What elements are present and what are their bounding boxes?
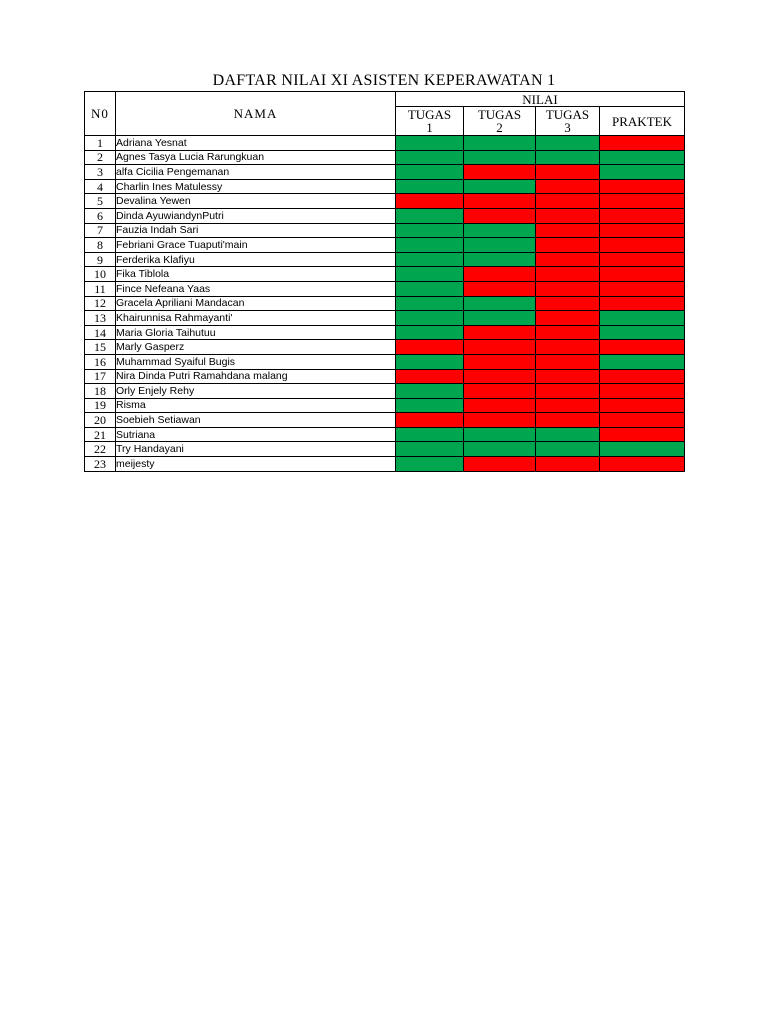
student-name: meijesty	[116, 457, 396, 472]
praktek-cell	[600, 457, 685, 472]
student-name: Sutriana	[116, 427, 396, 442]
student-name: Adriana Yesnat	[116, 136, 396, 151]
table-row	[85, 179, 685, 194]
table-row	[85, 136, 685, 151]
tugas-2-cell	[464, 252, 536, 267]
row-number: 17	[85, 369, 116, 384]
praktek-cell	[600, 340, 685, 355]
student-name: Gracela Apriliani Mandacan	[116, 296, 396, 311]
tugas-2-cell	[464, 208, 536, 223]
tugas-3-cell	[536, 136, 600, 151]
student-name: Risma	[116, 398, 396, 413]
row-number: 12	[85, 296, 116, 311]
tugas-2-cell	[464, 165, 536, 180]
praktek-cell	[600, 311, 685, 326]
row-number: 2	[85, 150, 116, 165]
praktek-cell	[600, 136, 685, 151]
praktek-cell	[600, 150, 685, 165]
header-tugas-3-label: TUGAS	[545, 107, 590, 122]
row-number: 3	[85, 165, 116, 180]
header-tugas-2-number: 2	[496, 120, 503, 135]
tugas-3-cell	[536, 208, 600, 223]
student-name: Fince Nefeana Yaas	[116, 281, 396, 296]
praktek-cell	[600, 267, 685, 282]
tugas-1-cell	[396, 413, 464, 428]
praktek-cell	[600, 194, 685, 209]
page-title: DAFTAR NILAI XI ASISTEN KEPERAWATAN 1	[212, 72, 556, 89]
table-row	[85, 457, 685, 472]
row-number: 22	[85, 442, 116, 457]
tugas-1-cell	[396, 442, 464, 457]
tugas-2-cell	[464, 296, 536, 311]
praktek-cell	[600, 413, 685, 428]
table-row	[85, 267, 685, 282]
tugas-3-cell	[536, 325, 600, 340]
tugas-1-cell	[396, 252, 464, 267]
tugas-3-cell	[536, 398, 600, 413]
student-name: Muhammad Syaiful Bugis	[116, 354, 396, 369]
tugas-1-cell	[396, 311, 464, 326]
header-tugas-2-label: TUGAS	[477, 107, 522, 122]
tugas-2-cell	[464, 354, 536, 369]
student-name: Devalina Yewen	[116, 194, 396, 209]
header-tugas-3	[536, 107, 600, 136]
row-number: 19	[85, 398, 116, 413]
header-nilai: NILAI	[396, 92, 685, 107]
row-number: 16	[85, 354, 116, 369]
student-name: Try Handayani	[116, 442, 396, 457]
table-row	[85, 340, 685, 355]
header-no: N0	[85, 92, 116, 136]
praktek-cell	[600, 281, 685, 296]
tugas-3-cell	[536, 252, 600, 267]
tugas-3-cell	[536, 267, 600, 282]
student-name: Marly Gasperz	[116, 340, 396, 355]
row-number: 9	[85, 252, 116, 267]
tugas-2-cell	[464, 136, 536, 151]
row-number: 20	[85, 413, 116, 428]
tugas-2-cell	[464, 398, 536, 413]
student-name: Soebieh Setiawan	[116, 413, 396, 428]
tugas-1-cell	[396, 267, 464, 282]
tugas-2-cell	[464, 457, 536, 472]
student-name: Ferderika Klafiyu	[116, 252, 396, 267]
tugas-3-cell	[536, 354, 600, 369]
tugas-1-cell	[396, 354, 464, 369]
row-number: 4	[85, 179, 116, 194]
row-number: 7	[85, 223, 116, 238]
header-tugas-2	[464, 107, 536, 136]
tugas-1-cell	[396, 238, 464, 253]
tugas-2-cell	[464, 311, 536, 326]
tugas-2-cell	[464, 281, 536, 296]
tugas-2-cell	[464, 384, 536, 399]
table-row	[85, 398, 685, 413]
row-number: 13	[85, 311, 116, 326]
student-name: Agnes Tasya Lucia Rarungkuan	[116, 150, 396, 165]
table-row	[85, 354, 685, 369]
tugas-2-cell	[464, 325, 536, 340]
tugas-3-cell	[536, 179, 600, 194]
row-number: 23	[85, 457, 116, 472]
praktek-cell	[600, 384, 685, 399]
tugas-1-cell	[396, 384, 464, 399]
tugas-1-cell	[396, 208, 464, 223]
table-row	[85, 325, 685, 340]
tugas-1-cell	[396, 398, 464, 413]
table-row	[85, 150, 685, 165]
tugas-1-cell	[396, 325, 464, 340]
praktek-cell	[600, 208, 685, 223]
header-tugas-3-number: 3	[564, 120, 571, 135]
praktek-cell	[600, 427, 685, 442]
tugas-1-cell	[396, 194, 464, 209]
tugas-3-cell	[536, 369, 600, 384]
tugas-1-cell	[396, 150, 464, 165]
row-number: 8	[85, 238, 116, 253]
tugas-3-cell	[536, 340, 600, 355]
student-name: alfa Cicilia Pengemanan	[116, 165, 396, 180]
header-nama: NAMA	[116, 92, 396, 136]
table-row	[85, 238, 685, 253]
tugas-3-cell	[536, 457, 600, 472]
table-row	[85, 296, 685, 311]
student-name: Febriani Grace Tuaputi'main	[116, 238, 396, 253]
grades-table	[84, 91, 685, 472]
praktek-cell	[600, 252, 685, 267]
student-name: Dinda AyuwiandynPutri	[116, 208, 396, 223]
tugas-3-cell	[536, 427, 600, 442]
tugas-1-cell	[396, 223, 464, 238]
table-row	[85, 223, 685, 238]
table-row	[85, 281, 685, 296]
table-row	[85, 442, 685, 457]
student-rows	[85, 136, 685, 472]
tugas-2-cell	[464, 413, 536, 428]
tugas-2-cell	[464, 223, 536, 238]
table-row	[85, 413, 685, 428]
praktek-cell	[600, 179, 685, 194]
tugas-1-cell	[396, 281, 464, 296]
header-tugas-1-label: TUGAS	[407, 107, 452, 122]
praktek-cell	[600, 325, 685, 340]
table-row	[85, 427, 685, 442]
header-praktek: PRAKTEK	[600, 107, 685, 136]
tugas-3-cell	[536, 281, 600, 296]
tugas-3-cell	[536, 442, 600, 457]
tugas-3-cell	[536, 413, 600, 428]
tugas-2-cell	[464, 150, 536, 165]
praktek-cell	[600, 296, 685, 311]
praktek-cell	[600, 354, 685, 369]
tugas-3-cell	[536, 311, 600, 326]
tugas-1-cell	[396, 369, 464, 384]
tugas-3-cell	[536, 384, 600, 399]
row-number: 10	[85, 267, 116, 282]
row-number: 1	[85, 136, 116, 151]
tugas-1-cell	[396, 179, 464, 194]
tugas-3-cell	[536, 194, 600, 209]
student-name: Orly Enjely Rehy	[116, 384, 396, 399]
tugas-1-cell	[396, 296, 464, 311]
header-tugas-1	[396, 107, 464, 136]
tugas-2-cell	[464, 267, 536, 282]
tugas-2-cell	[464, 369, 536, 384]
table-row	[85, 194, 685, 209]
tugas-3-cell	[536, 238, 600, 253]
tugas-3-cell	[536, 150, 600, 165]
praktek-cell	[600, 442, 685, 457]
tugas-2-cell	[464, 340, 536, 355]
student-name: Charlin Ines Matulessy	[116, 179, 396, 194]
tugas-2-cell	[464, 427, 536, 442]
student-name: Fika Tiblola	[116, 267, 396, 282]
tugas-3-cell	[536, 165, 600, 180]
tugas-2-cell	[464, 179, 536, 194]
student-name: Fauzia Indah Sari	[116, 223, 396, 238]
tugas-3-cell	[536, 296, 600, 311]
row-number: 14	[85, 325, 116, 340]
row-number: 21	[85, 427, 116, 442]
tugas-3-cell	[536, 223, 600, 238]
tugas-1-cell	[396, 165, 464, 180]
tugas-1-cell	[396, 136, 464, 151]
row-number: 15	[85, 340, 116, 355]
tugas-2-cell	[464, 194, 536, 209]
table-row	[85, 311, 685, 326]
praktek-cell	[600, 369, 685, 384]
table-row	[85, 369, 685, 384]
table-row	[85, 252, 685, 267]
praktek-cell	[600, 398, 685, 413]
tugas-2-cell	[464, 238, 536, 253]
praktek-cell	[600, 238, 685, 253]
student-name: Nira Dinda Putri Ramahdana malang	[116, 369, 396, 384]
header-tugas-1-number: 1	[426, 120, 433, 135]
tugas-1-cell	[396, 340, 464, 355]
row-number: 11	[85, 281, 116, 296]
table-row	[85, 208, 685, 223]
row-number: 6	[85, 208, 116, 223]
table-row	[85, 165, 685, 180]
tugas-1-cell	[396, 457, 464, 472]
student-name: Maria Gloria Taihutuu	[116, 325, 396, 340]
praktek-cell	[600, 165, 685, 180]
tugas-2-cell	[464, 442, 536, 457]
student-name: Khairunnisa Rahmayanti'	[116, 311, 396, 326]
row-number: 5	[85, 194, 116, 209]
tugas-1-cell	[396, 427, 464, 442]
praktek-cell	[600, 223, 685, 238]
table-row	[85, 384, 685, 399]
row-number: 18	[85, 384, 116, 399]
